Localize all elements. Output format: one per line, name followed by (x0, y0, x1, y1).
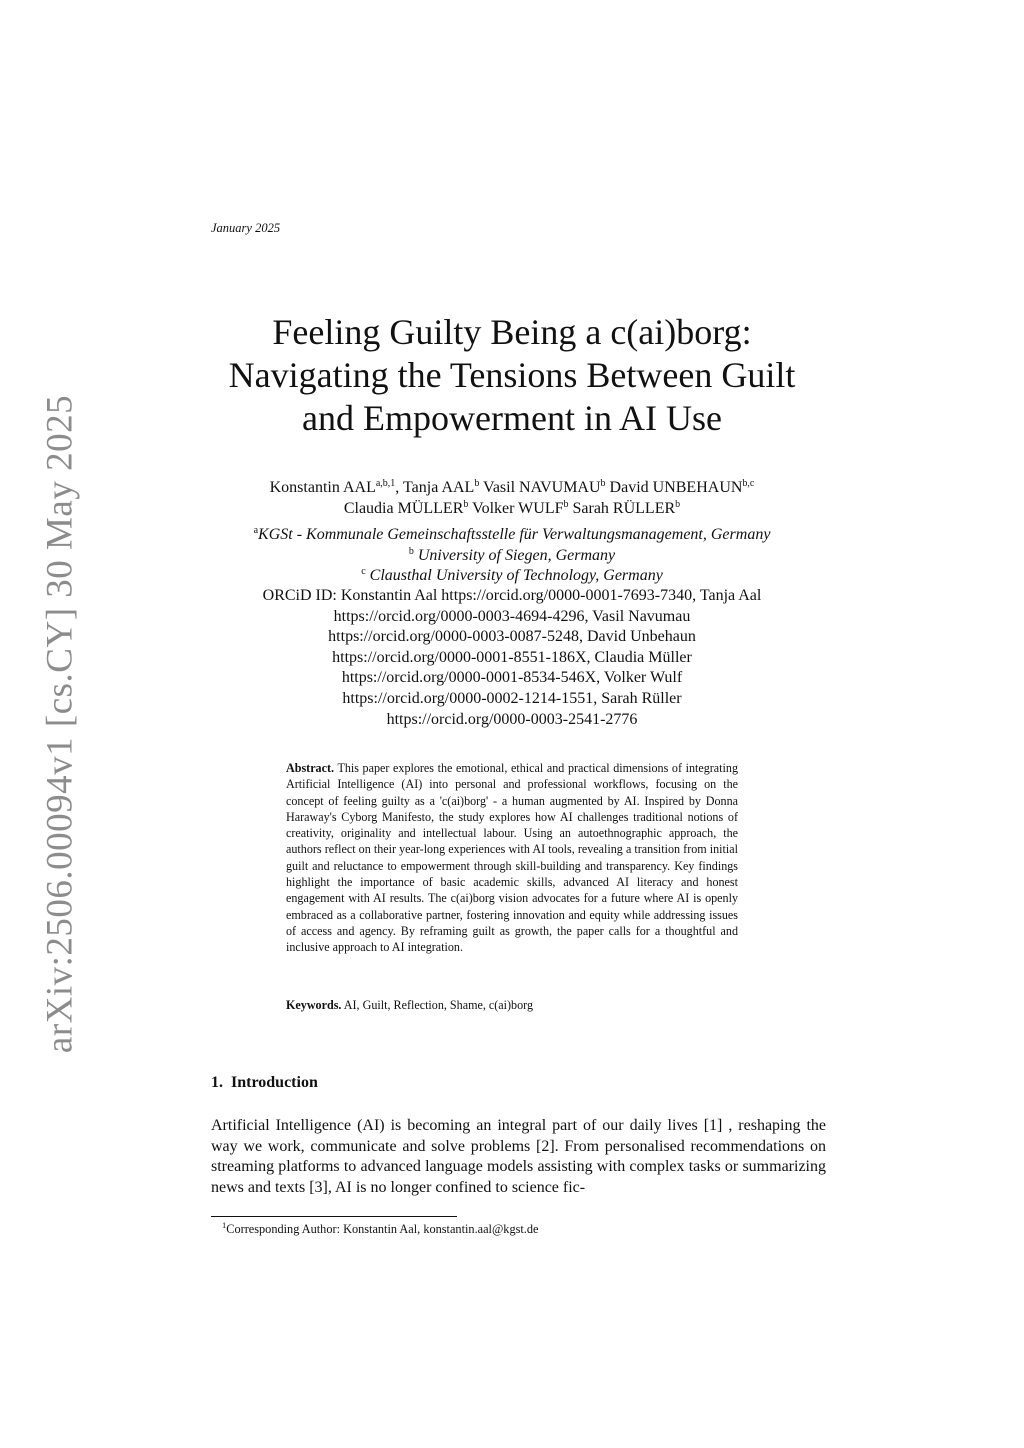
orcid-line: https://orcid.org/0000-0002-1214-1551, Sarah Rüller (342, 689, 682, 707)
author-name: David UNBEHAUN (609, 479, 743, 496)
affiliation-item (200, 546, 824, 567)
affiliation-mark: a (253, 525, 259, 536)
introduction-paragraph: Artificial Intelligence (AI) is becoming an integral part of our daily lives [1] , reshaping the way we work, communicate and solve problems [2]. From personalised recommendations on streaming platforms to advanced language models assisting with complex tasks or summarizing news and texts [3], AI is no longer confined to science fic- (211, 1117, 826, 1197)
author-affiliation-mark: b (463, 498, 469, 510)
publication-date: January 2025 (211, 221, 281, 235)
author-list (200, 478, 824, 519)
affiliation-mark: b (408, 545, 414, 557)
author-affiliation-mark: b,c (742, 478, 755, 489)
author-separator: , (395, 479, 404, 496)
author-affiliation-mark: b (675, 498, 681, 510)
section-number: 1. (211, 1074, 223, 1091)
affiliation-text: Clausthal University of Technology, Germany (369, 567, 663, 585)
keywords-label: Keywords. (286, 998, 342, 1012)
footnote (222, 1222, 538, 1237)
arxiv-identifier-watermark: arXiv:2506.00094v1 [cs.CY] 30 May 2025 (39, 394, 81, 1054)
affiliation-item (200, 566, 824, 587)
author-affiliation-mark: b (474, 478, 480, 489)
orcid-line: https://orcid.org/0000-0003-0087-5248, David Unbehaun (328, 628, 696, 646)
author-affiliation-mark: a,b,1 (375, 478, 396, 489)
footnote-divider (211, 1216, 457, 1217)
affiliation-list (200, 525, 824, 587)
author-affiliation-mark: b (600, 478, 606, 489)
section-title: Introduction (231, 1074, 318, 1091)
title-line: Feeling Guilty Being a c(ai)borg: (272, 312, 752, 352)
footnote-text: Corresponding Author: Konstantin Aal, konstantin.aal@kgst.de (226, 1222, 539, 1236)
abstract (286, 760, 738, 956)
abstract-text: This paper explores the emotional, ethical and practical dimensions of integrating Artificial Intelligence (AI) into personal and professional workflows, focusing on the concept of feeling guilty as a 'c(ai)borg' - a human augmented by AI. Inspired by Donna Haraway's Cyborg Manifesto, the study explores how AI challenges traditional notions of creativity, originality and intellectual labour. Using an autoethnographic approach, the authors reflect on their year-long experiences with AI tools, revealing a transition from initial guilt and reluctance to empowerment through skill-building and transparency. Key findings highlight the importance of basic academic skills, advanced AI literacy and honest engagement with AI results. The c(ai)borg vision advocates for a future where AI is openly embraced as a collaborative partner, fostering innovation and equity while addressing issues of access and agency. By reframing guilt as growth, the paper calls for a thoughtful and inclusive approach to AI integration. (286, 761, 738, 955)
orcid-line: ORCiD ID: Konstantin Aal https://orcid.org/0000-0001-7693-7340, Tanja Aal (262, 587, 762, 604)
section-heading (211, 1074, 318, 1092)
author-name: Sarah RÜLLER (572, 499, 676, 517)
orcid-block (200, 586, 824, 730)
author-name: Tanja AAL (403, 479, 475, 496)
abstract-label: Abstract. (286, 761, 335, 775)
orcid-line: https://orcid.org/0000-0003-2541-2776 (386, 710, 638, 728)
author-name: Volker WULF (472, 499, 564, 517)
author-name: Konstantin AAL (269, 479, 376, 496)
footnote-mark: 1 (222, 1220, 227, 1230)
orcid-line: https://orcid.org/0000-0001-8551-186X, Claudia Müller (332, 648, 692, 666)
orcid-line: https://orcid.org/0000-0003-4694-4296, Vasil Navumau (333, 607, 691, 625)
keywords (286, 997, 738, 1013)
keywords-text: AI, Guilt, Reflection, Shame, c(ai)borg (343, 998, 533, 1012)
affiliation-text: University of Siegen, Germany (417, 546, 616, 564)
author-name: Claudia MÜLLER (343, 499, 464, 517)
affiliation-mark: c (361, 566, 366, 578)
author-name: Vasil NAVUMAU (483, 479, 601, 496)
affiliation-item (200, 525, 824, 546)
affiliation-text: KGSt - Kommunale Gemeinschaftsstelle für Verwaltungsmanagement, Germany (258, 526, 771, 543)
orcid-line: https://orcid.org/0000-0001-8534-546X, Volker Wulf (341, 669, 683, 687)
title-line: Navigating the Tensions Between Guilt (228, 355, 796, 395)
paper-title (200, 311, 824, 440)
title-line: and Empowerment in AI Use (302, 398, 722, 438)
author-affiliation-mark: b (563, 498, 569, 510)
